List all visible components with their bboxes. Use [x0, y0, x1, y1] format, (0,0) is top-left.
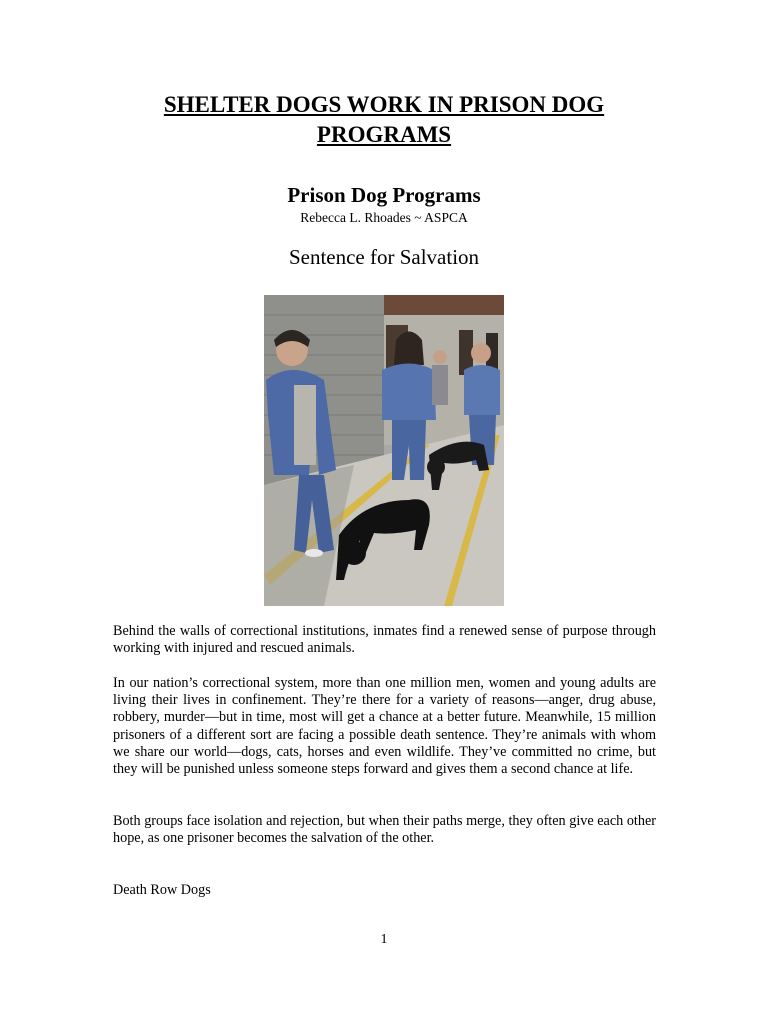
paragraph-intro: Behind the walls of correctional institutions, inmates find a renewed sense of purpose through working with injured and rescued animals. — [113, 623, 656, 657]
section-title: Sentence for Salvation — [288, 245, 480, 269]
subheading-death-row-dogs: Death Row Dogs — [113, 882, 211, 898]
photo-women-walking-dogs-icon — [264, 295, 504, 606]
document-title: SHELTER DOGS WORK IN PRISON DOG PROGRAMS — [163, 92, 605, 147]
document-subtitle: Prison Dog Programs — [287, 183, 481, 207]
paragraph-both-groups: Both groups face isolation and rejection, but when their paths merge, they often give each other hope, as one prisoner becomes the salvation of the other. — [113, 813, 656, 847]
page-number: 1 — [380, 932, 388, 947]
author-byline: Rebecca L. Rhoades ~ ASPCA — [300, 210, 468, 225]
article-photo — [264, 295, 504, 606]
paragraph-correctional-system: In our nation’s correctional system, more than one million men, women and young adults are living their lives in confinement. They’re there for a variety of reasons—anger, drug abuse, robbery, murder—but in time, most will get a chance at a better future. Meanwhile, 15 million prisoners of a different sort are facing a possible death sentence. They’re animals with whom we share our world—dogs, cats, horses and even wildlife. They’ve committed no crime, but they will be punished unless someone steps forward and gives them a second chance at life. — [113, 675, 656, 778]
